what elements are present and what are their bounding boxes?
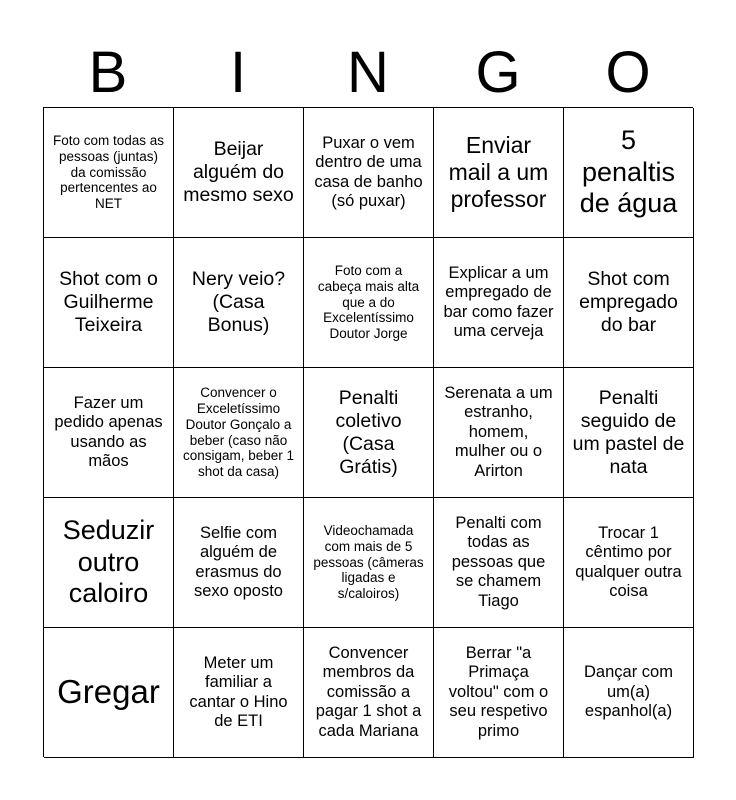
bingo-cell[interactable]: Foto com a cabeça mais alta que a do Excelentíssimo Doutor Jorge: [304, 238, 434, 368]
bingo-cell[interactable]: 5 penaltis de água: [564, 108, 694, 238]
bingo-cell[interactable]: Gregar: [44, 628, 174, 758]
bingo-cell[interactable]: Meter um familiar a cantar o Hino de ETI: [174, 628, 304, 758]
bingo-cell[interactable]: Shot com empregado do bar: [564, 238, 694, 368]
bingo-cell[interactable]: Convencer o Exceletíssimo Doutor Gonçalo a beber (caso não consigam, beber 1 shot da casa): [174, 368, 304, 498]
bingo-cell[interactable]: Penalti coletivo (Casa Grátis): [304, 368, 434, 498]
bingo-board: [43, 107, 693, 757]
bingo-cell[interactable]: Selfie com alguém de erasmus do sexo oposto: [174, 498, 304, 628]
bingo-header: [43, 38, 693, 108]
header-letter-i: I: [229, 40, 247, 105]
bingo-cell[interactable]: Videochamada com mais de 5 pessoas (câmeras ligadas e s/caloiros): [304, 498, 434, 628]
bingo-cell[interactable]: Seduzir outro caloiro: [44, 498, 174, 628]
bingo-cell[interactable]: Dançar com um(a) espanhol(a): [564, 628, 694, 758]
bingo-cell[interactable]: Serenata a um estranho, homem, mulher ou o Arirton: [434, 368, 564, 498]
bingo-cell[interactable]: Beijar alguém do mesmo sexo: [174, 108, 304, 238]
bingo-cell[interactable]: Puxar o vem dentro de uma casa de banho (só puxar): [304, 108, 434, 238]
header-letter-g: G: [475, 40, 521, 105]
bingo-cell[interactable]: Trocar 1 cêntimo por qualquer outra coisa: [564, 498, 694, 628]
bingo-cell[interactable]: Shot com o Guilherme Teixeira: [44, 238, 174, 368]
header-letter-o: O: [605, 40, 651, 105]
bingo-cell[interactable]: Berrar "a Primaça voltou" com o seu respetivo primo: [434, 628, 564, 758]
bingo-cell[interactable]: Penalti com todas as pessoas que se chamem Tiago: [434, 498, 564, 628]
bingo-cell[interactable]: Foto com todas as pessoas (juntas) da comissão pertencentes ao NET: [44, 108, 174, 238]
header-letter-b: B: [88, 40, 128, 105]
bingo-cell[interactable]: Explicar a um empregado de bar como fazer uma cerveja: [434, 238, 564, 368]
bingo-cell[interactable]: Penalti seguido de um pastel de nata: [564, 368, 694, 498]
header-letter-n: N: [347, 40, 389, 105]
bingo-cell[interactable]: Nery veio? (Casa Bonus): [174, 238, 304, 368]
bingo-cell[interactable]: Fazer um pedido apenas usando as mãos: [44, 368, 174, 498]
bingo-cell[interactable]: Convencer membros da comissão a pagar 1 shot a cada Mariana: [304, 628, 434, 758]
bingo-cell[interactable]: Enviar mail a um professor: [434, 108, 564, 238]
